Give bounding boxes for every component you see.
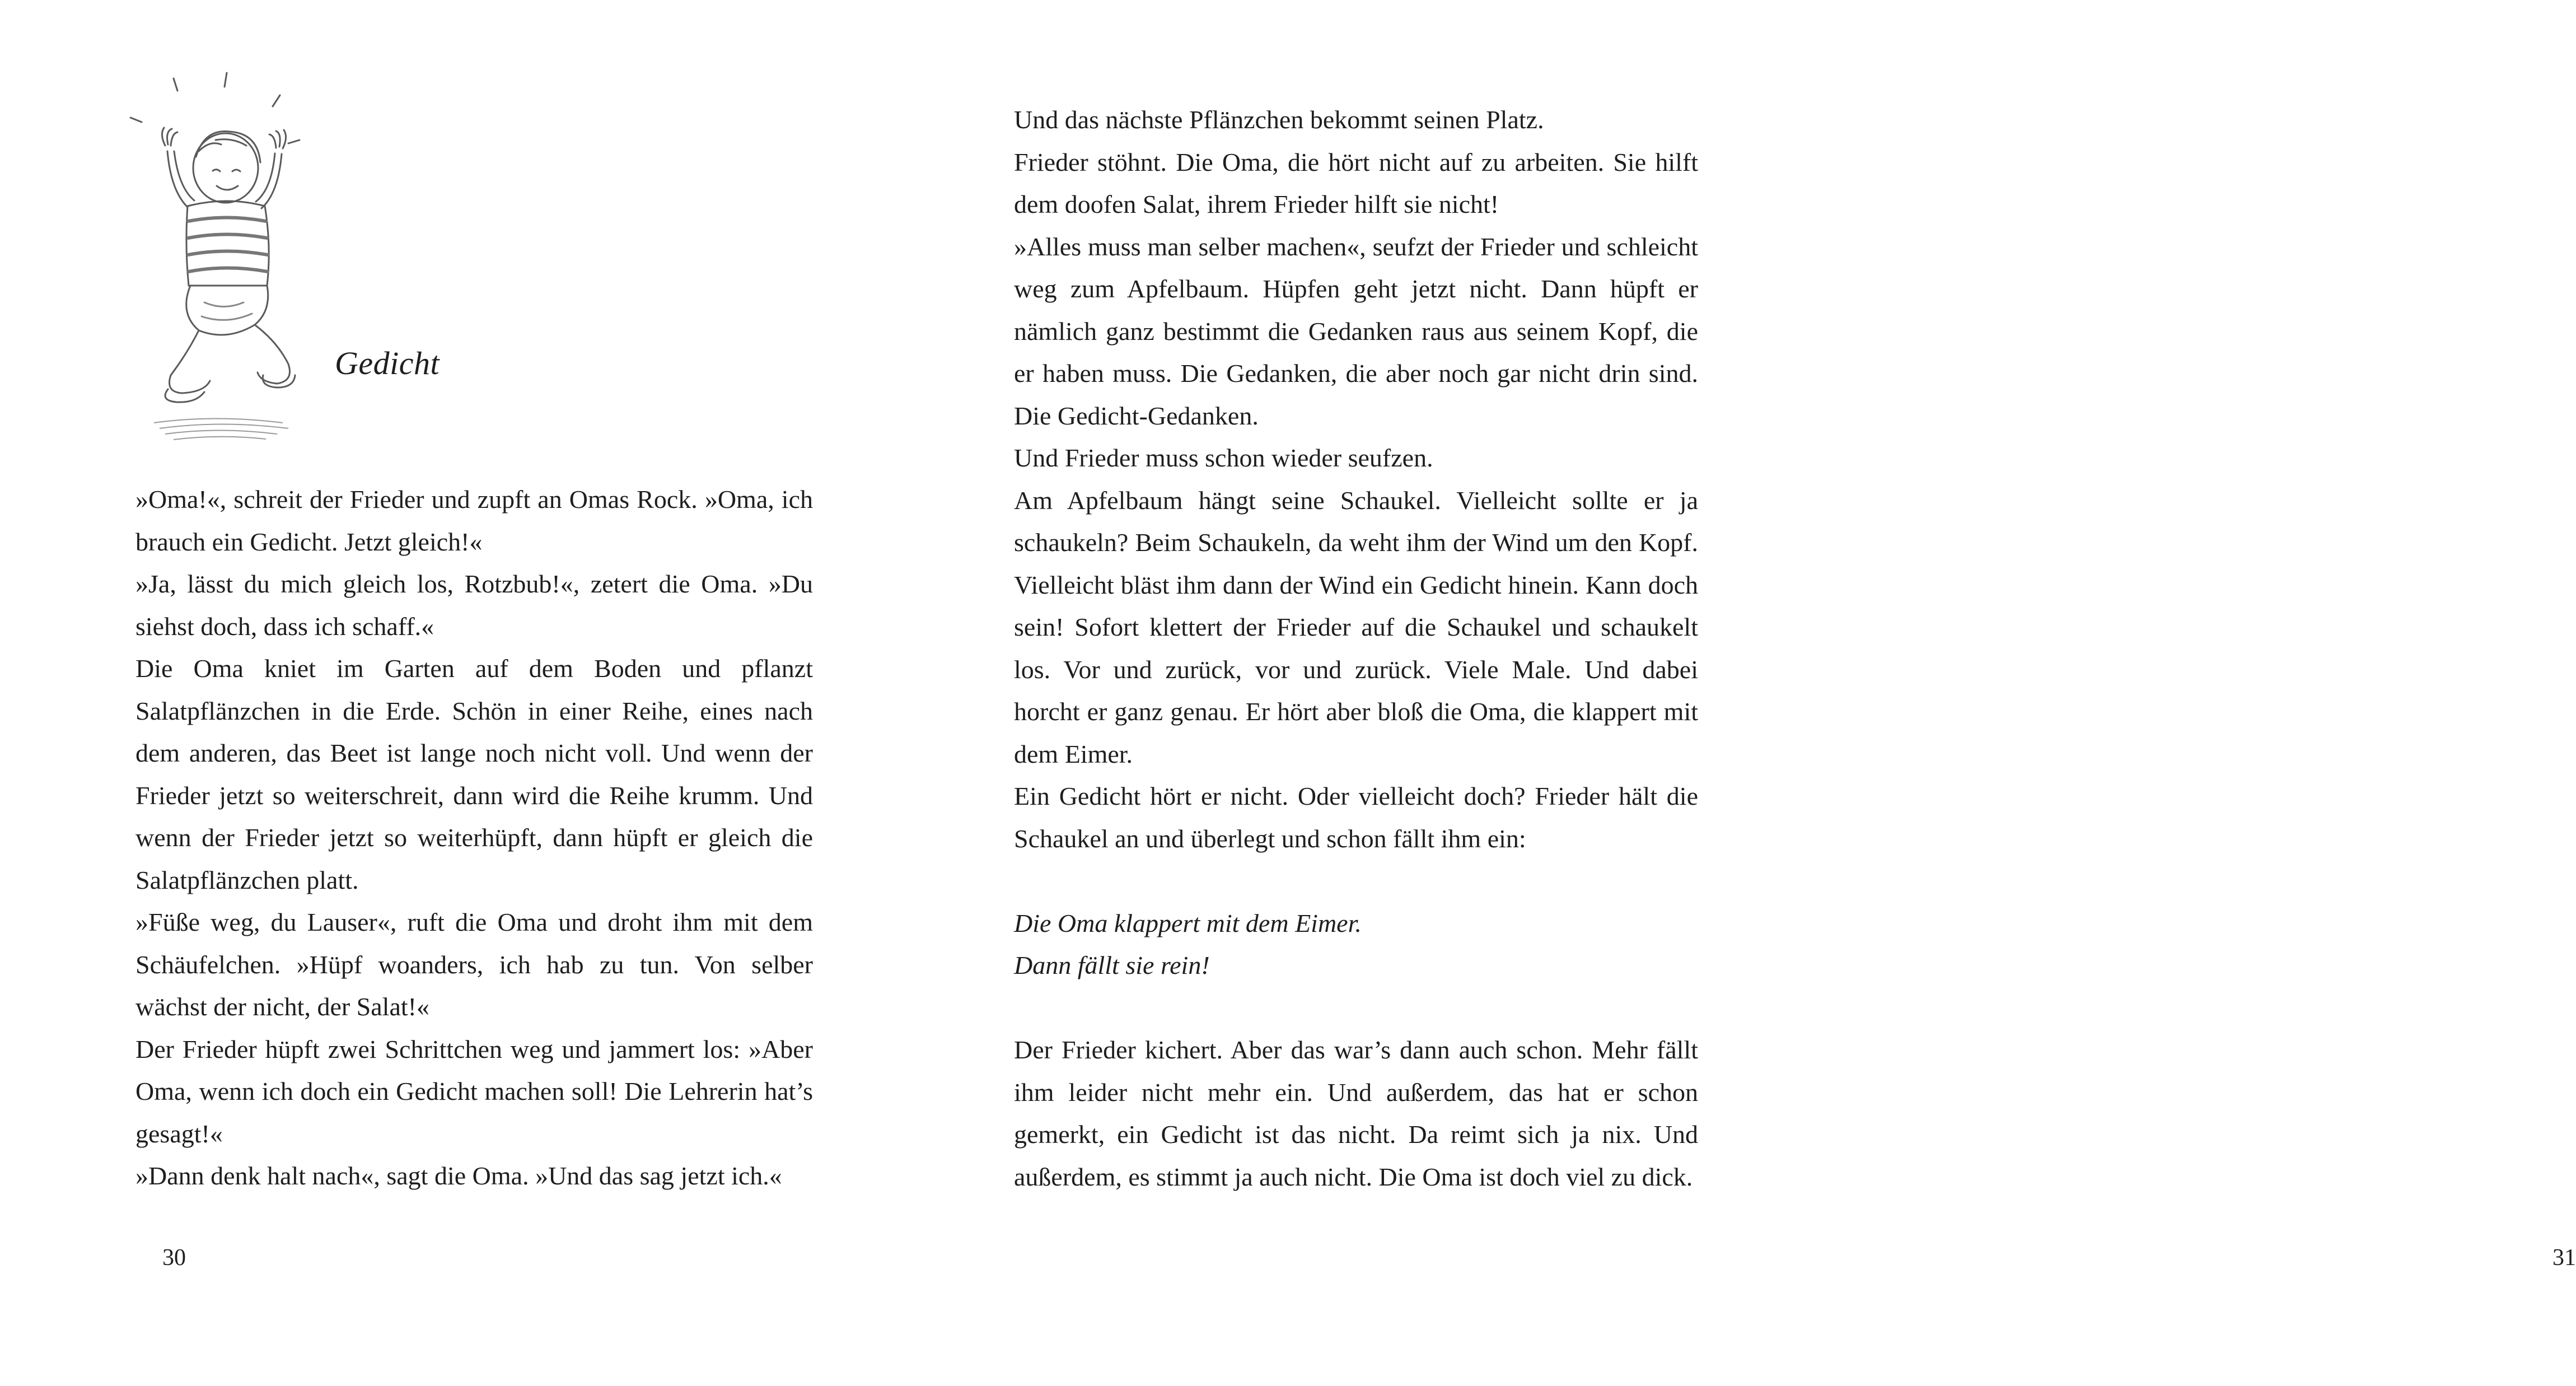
paragraph: Der Frieder hüpft zwei Schrittchen weg und jammert los: »Aber Oma, wenn ich doch ein Gedicht machen soll! Die Lehrerin hat’s gesagt!« bbox=[135, 1034, 813, 1148]
paragraph: Frieder stöhnt. Die Oma, die hört nicht auf zu arbeiten. Sie hilft dem doofen Salat, ihrem Frieder hilft sie nicht! bbox=[1014, 147, 1698, 218]
paragraph: Und das nächste Pflänzchen bekommt seinen Platz. bbox=[1014, 105, 1544, 134]
paragraph: »Alles muss man selber machen«, seufzt der Frieder und schleicht weg zum Apfelbaum. Hüpfen geht jetzt nicht. Dann hüpft er nämlich ganz bestimmt die Gedanken raus aus seinem Kopf, die er haben muss. Die Gedanken, die aber noch gar nicht drin sind. Die Gedicht-Gedanken. bbox=[1014, 232, 1698, 430]
right-page-body bbox=[1014, 99, 1698, 1198]
paragraph: »Oma!«, schreit der Frieder und zupft an Omas Rock. »Oma, ich brauch ein Gedicht. Jetzt gleich!« bbox=[135, 485, 813, 556]
paragraph: Der Frieder kichert. Aber das war’s dann auch schon. Mehr fällt ihm leider nicht mehr ein. Und außerdem, das hat er schon gemerkt, ein Gedicht ist das nicht. Da reimt sich ja nix. Und außerdem, es stimmt ja auch nicht. Die Oma ist doch viel zu dick. bbox=[1014, 1035, 1698, 1191]
left-page-body bbox=[135, 478, 813, 1197]
paragraph: Am Apfelbaum hängt seine Schaukel. Vielleicht sollte er ja schaukeln? Beim Schaukeln, da weht ihm der Wind um den Kopf. Vielleicht bläst ihm dann der Wind ein Gedicht hinein. Kann doch sein! Sofort klettert der Frieder auf die Schaukel und schaukelt los. Vor und zurück, vor und zurück. Viele Male. Und dabei horcht er ganz genau. Er hört aber bloß die Oma, die klappert mit dem Eimer. bbox=[1014, 486, 1698, 768]
paragraph: Ein Gedicht hört er nicht. Oder vielleicht doch? Frieder hält die Schaukel an und überlegt und schon fällt ihm ein: bbox=[1014, 782, 1698, 853]
poem-line: Die Oma klappert mit dem Eimer. bbox=[1014, 908, 1362, 937]
poem bbox=[1014, 902, 1698, 987]
paragraph: »Dann denk halt nach«, sagt die Oma. »Und das sag jetzt ich.« bbox=[135, 1161, 782, 1190]
paragraph: »Ja, lässt du mich gleich los, Rotzbub!«, zetert die Oma. »Du siehst doch, dass ich schaff.« bbox=[135, 570, 813, 641]
paragraph: Und Frieder muss schon wieder seufzen. bbox=[1014, 444, 1433, 472]
left-page bbox=[0, 0, 908, 1386]
jumping-boy-sketch-icon bbox=[120, 62, 333, 454]
page-number-left: 30 bbox=[162, 1245, 186, 1271]
paragraph: »Füße weg, du Lauser«, ruft die Oma und droht ihm mit dem Schäufelchen. »Hüpf woanders, ich hab zu tun. Von selber wächst der nicht, der Salat!« bbox=[135, 908, 813, 1021]
page-number-right: 31 bbox=[2552, 1245, 2576, 1271]
chapter-title: Gedicht bbox=[335, 345, 440, 381]
poem-line: Dann fällt sie rein! bbox=[1014, 951, 1210, 979]
paragraph: Die Oma kniet im Garten auf dem Boden und pflanzt Salatpflänzchen in die Erde. Schön in einer Reihe, eines nach dem anderen, das Beet ist lange noch nicht voll. Und wenn der Frieder jetzt so weiterschreit, dann wird die Reihe krumm. Und wenn der Frieder jetzt so weiterhüpft, dann hüpft er gleich die Salatpflänzchen platt. bbox=[135, 654, 813, 894]
right-page bbox=[908, 0, 2576, 1386]
